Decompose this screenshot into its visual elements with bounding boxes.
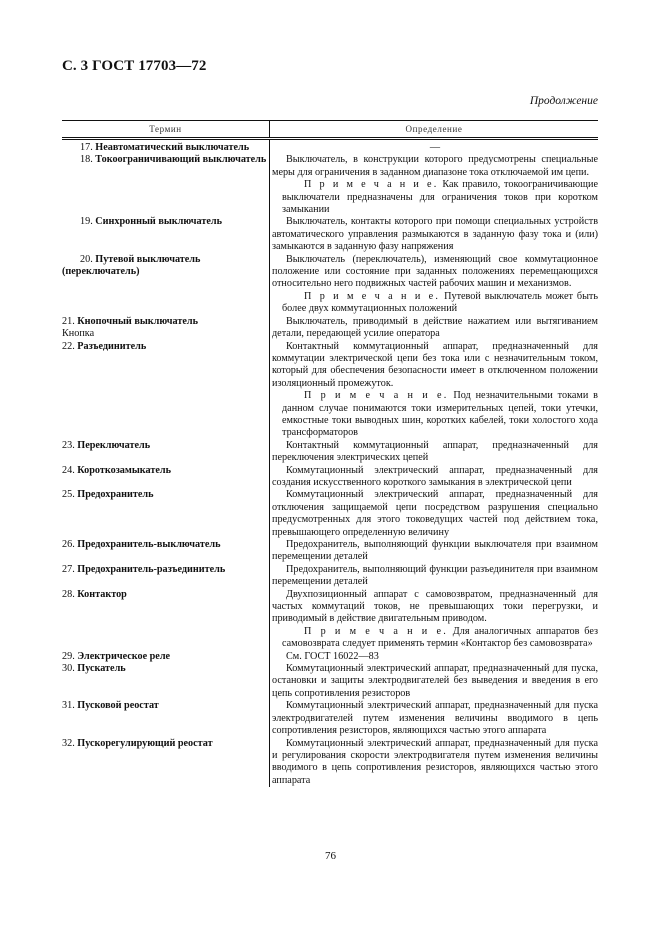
definition-text: См. ГОСТ 16022—83 <box>286 650 379 662</box>
term-cell <box>62 564 269 589</box>
note-text: Путевой выключатель может быть более двух коммутационных положений <box>282 290 599 315</box>
definition-text: Коммутационный электрический аппарат, предназначенный для пуска, остановки и защиты электродвигателей без выведения и введения в его цепь сопротивления резисторов <box>272 663 598 699</box>
term-cell <box>62 216 269 253</box>
term-name: Электрическое реле <box>77 650 171 662</box>
term-cell <box>62 663 269 700</box>
note <box>272 179 598 216</box>
note-label: П р и м е ч а н и е. <box>304 390 449 402</box>
terms-table <box>62 120 598 787</box>
table-row <box>62 316 598 341</box>
term-name: Разъединитель <box>77 340 147 352</box>
term-name: Путевой выключатель (переключатель) <box>62 253 201 278</box>
table-row <box>62 142 598 154</box>
term-cell <box>62 142 269 154</box>
definition-cell <box>269 651 598 663</box>
definition-cell <box>269 154 598 216</box>
term-cell <box>62 254 269 316</box>
definition-cell <box>269 316 598 341</box>
continuation-label: Продолжение <box>529 95 598 107</box>
definition-text: Выключатель (переключатель), изменяющий свое коммутационное положение или состояние при заданных положениях перемещающихся относительно него подвижных частей рабочих машин и механизмов. <box>272 253 598 290</box>
column-header-definition: Определение <box>405 124 463 134</box>
note <box>272 390 598 440</box>
definition-text: Контактный коммутационный аппарат, предназначенный для переключения электрических цепей <box>272 439 598 464</box>
definition-text: Предохранитель, выполняющий функции выключателя при взаимном перемещении деталей <box>272 539 598 563</box>
term-number: 29. <box>62 650 75 662</box>
page-header: С. 3 ГОСТ 17703—72 <box>62 58 207 74</box>
note <box>272 626 598 651</box>
term-number: 17. <box>80 142 93 153</box>
term-name: Кнопочный выключатель <box>77 315 198 327</box>
term-name: Предохранитель-выключатель <box>77 539 221 550</box>
definition-cell <box>269 465 598 490</box>
term-cell <box>62 316 269 341</box>
definition-cell <box>269 440 598 465</box>
note <box>272 291 598 316</box>
note-text: Как правило, токоограничивающие выключатели предназначены для ограничения токов при коротком замыкании <box>282 179 598 216</box>
definition-text: Коммутационный электрический аппарат, предназначенный для создания искусственного короткого замыкания в электрической цепи <box>272 464 598 488</box>
definition-cell <box>269 589 598 651</box>
table-row <box>62 254 598 316</box>
definition-cell <box>269 738 598 788</box>
term-number: 22. <box>62 340 75 352</box>
term-number: 28. <box>62 588 75 600</box>
term-number: 23. <box>62 439 75 451</box>
column-header-term: Термин <box>62 121 270 137</box>
term-cell <box>62 589 269 651</box>
term-number: 20. <box>80 253 93 265</box>
table-row <box>62 539 598 564</box>
note-label: П р и м е ч а н и е. <box>304 290 441 302</box>
term-synonym: Кнопка <box>62 328 95 340</box>
term-cell <box>62 651 269 663</box>
definition-cell <box>269 341 598 440</box>
term-cell <box>62 700 269 737</box>
definition-text: Коммутационный электрический аппарат, предназначенный для пуска электродвигателей путем изменения величины вводимого в цепь сопротивления резисторов, являющихся частью этого аппарата <box>272 700 598 737</box>
term-cell <box>62 341 269 440</box>
definition-text: Коммутационный электрический аппарат, предназначенный для отключения защищаемой цепи посредством разрушения специально предусмотренных для этого токоведущих частей под действием тока, превышающего определенную величину <box>272 489 598 538</box>
table-row <box>62 440 598 465</box>
term-name: Контактор <box>77 588 127 600</box>
term-cell <box>62 738 269 788</box>
term-name: Пускатель <box>77 663 126 675</box>
table-row <box>62 341 598 440</box>
note-label: П р и м е ч а н и е. <box>304 179 439 191</box>
term-name: Пускорегулирующий реостат <box>77 737 213 749</box>
note-text: Для аналогичных аппаратов без самовозврата следует применять термин «Контактор без самовозврата» <box>282 625 598 650</box>
term-number: 31. <box>62 700 75 712</box>
definition-text: Контактный коммутационный аппарат, предназначенный для коммутации электрической цепи без тока или с незначительным током, который для обеспечения безопасности имеет в отключенном положении изоляционный промежуток. <box>272 340 598 389</box>
term-number: 21. <box>62 315 75 327</box>
table-row <box>62 700 598 737</box>
definition-cell <box>269 142 598 154</box>
table-row <box>62 154 598 216</box>
definition-cell <box>269 539 598 564</box>
term-name: Токоограничивающий выключатель <box>95 154 267 166</box>
definition-text: — <box>429 142 441 153</box>
page-number: 76 <box>325 850 336 862</box>
table-row <box>62 738 598 788</box>
term-cell <box>62 465 269 490</box>
definition-cell <box>269 700 598 737</box>
note-text: Под незначительными токами в данном случае понимаются токи измерительных цепей, токи утечки, емкостные токи выводных шин, коротких кабелей, токи холостого хода трансформаторов <box>282 390 598 439</box>
definition-cell <box>269 564 598 589</box>
term-name: Предохранитель <box>77 489 154 501</box>
term-name: Короткозамыкатель <box>77 464 171 476</box>
term-number: 18. <box>80 154 93 166</box>
table-row <box>62 564 598 589</box>
note-label: П р и м е ч а н и е. <box>304 625 448 637</box>
term-name: Неавтоматический выключатель <box>95 142 250 153</box>
table-row <box>62 663 598 700</box>
table-row <box>62 589 598 651</box>
term-number: 25. <box>62 489 75 501</box>
term-name: Пусковой реостат <box>77 700 159 712</box>
term-number: 26. <box>62 539 75 550</box>
definition-text: Коммутационный электрический аппарат, предназначенный для пуска и регулирования скорости электродвигателя путем изменения величины вводимого в цепь сопротивления резисторов, являющихся частью этого аппарата <box>272 737 598 786</box>
column-divider <box>269 140 270 787</box>
term-cell <box>62 539 269 564</box>
term-cell <box>62 489 269 539</box>
definition-cell <box>269 216 598 253</box>
table-header <box>62 120 598 138</box>
term-number: 27. <box>62 563 75 575</box>
definition-text: Выключатель, в конструкции которого предусмотрены специальные меры для ограничения в заданном диапазоне тока отключаемой им цепи. <box>272 154 598 178</box>
term-number: 24. <box>62 464 75 476</box>
table-row <box>62 651 598 663</box>
table-row <box>62 465 598 490</box>
definition-cell <box>269 489 598 539</box>
definition-text: Двухпозиционный аппарат с самовозвратом, предназначенный для частых коммутаций токов, не превышающих токи перегрузки, и приводимый в действие двигательным приводом. <box>272 588 598 625</box>
definition-cell <box>269 254 598 316</box>
table-body <box>62 140 598 787</box>
table-row <box>62 489 598 539</box>
definition-text: Выключатель, приводимый в действие нажатием или вытягиванием детали, передающей усилие оператора <box>272 315 598 340</box>
term-cell <box>62 154 269 216</box>
table-row <box>62 216 598 253</box>
term-name: Предохранитель-разъединитель <box>77 563 226 575</box>
term-number: 19. <box>80 216 93 228</box>
definition-cell <box>269 663 598 700</box>
definition-text: Предохранитель, выполняющий функции разъединителя при взаимном перемещении деталей <box>272 563 598 588</box>
term-cell <box>62 440 269 465</box>
term-name: Синхронный выключатель <box>95 216 222 228</box>
term-name: Переключатель <box>77 439 151 451</box>
term-number: 32. <box>62 737 75 749</box>
term-number: 30. <box>62 663 75 675</box>
definition-text: Выключатель, контакты которого при помощи специальных устройств автоматического управления размыкаются в заданную фазу тока и (или) замыкаются в заданную фазу напряжения <box>272 216 598 253</box>
